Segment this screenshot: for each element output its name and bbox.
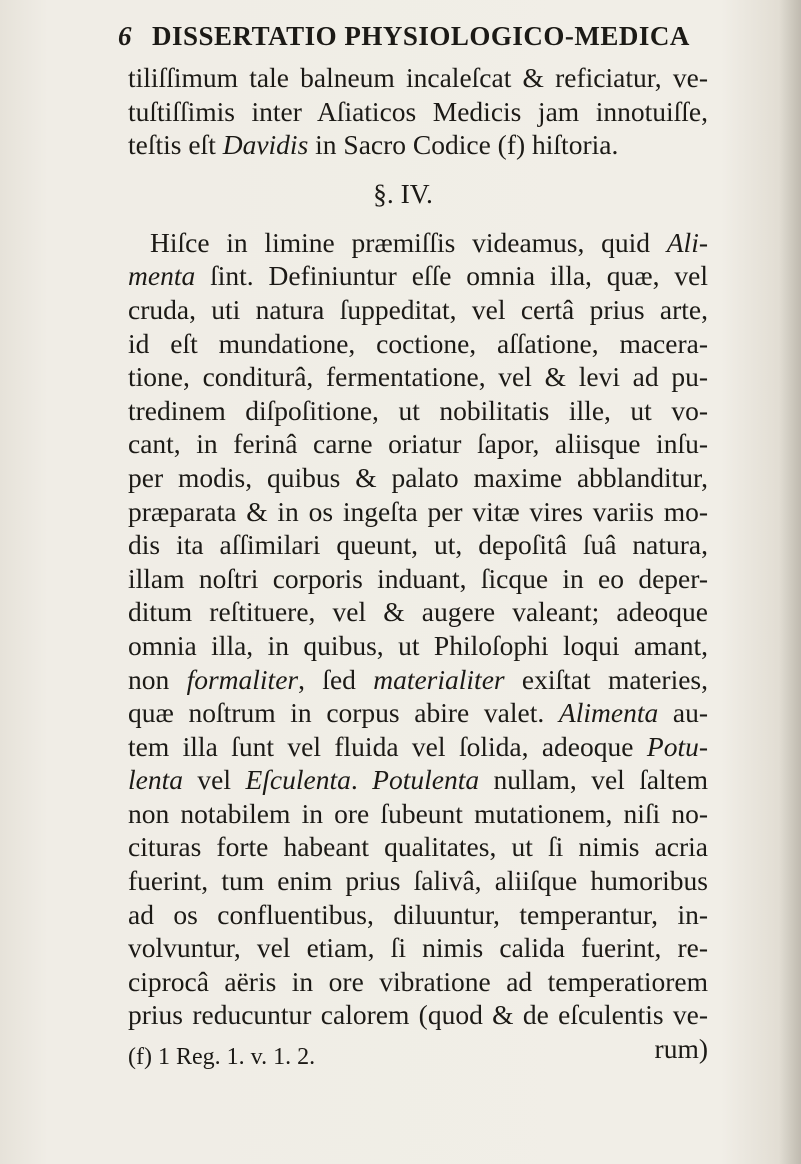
text-line: cruda, uti natura ſuppeditat, vel certâ prius arte, [128,293,708,325]
text-line: quæ noſtrum in corpus abire valet. Alimenta au- [128,697,708,729]
running-title: DISSERTATIO PHYSIOLOGICO-MEDICA [152,21,690,51]
text-line: per modis, quibus & palato maxime abblanditur, [128,461,708,493]
text-line: cituras forte habeant qualitates, ut ſi nimis acria [128,831,708,863]
body-text [128,61,708,1066]
text-line: ciprocâ aëris in ore vibratione ad temperatiorem [128,965,708,997]
text-line: Hiſce in limine præmiſſis videamus, quid Ali- [150,226,708,258]
text-line: fuerint, tum enim prius ſalivâ, aliiſque humoribus [128,865,708,897]
section-heading: §. IV. [373,177,433,209]
text-line: tuſtiſſimis inter Aſiaticos Medicis jam innotuiſſe, [128,95,708,127]
text-line: lenta vel Eſculenta. Potulenta nullam, vel ſaltem [128,764,708,796]
text-line: cant, in ferinâ carne oriatur ſapor, aliisque inſu- [128,428,708,460]
text-line: menta ſint. Definiuntur eſſe omnia illa, quæ, vel [128,260,708,292]
text-line: prius reducuntur calorem (quod & de eſculentis ve- [128,999,708,1031]
text-line: tiliſſimum tale balneum incaleſcat & reficiatur, ve- [128,62,708,93]
text-line: ditum reſtituere, vel & augere valeant; adeoque [128,596,708,628]
page-number: 6 [118,21,132,51]
page-edge-shadow [779,0,801,1164]
text-line: non notabilem in ore ſubeunt mutationem, niſi no- [128,797,708,829]
footnote: (f) 1 Reg. 1. v. 1. 2. [128,1044,316,1070]
text-line: illam noſtri corporis induant, ſicque in eo deper- [128,562,708,594]
text-line: dis ita aſſimilari queunt, ut, depoſitâ ſuâ natura, [128,529,708,561]
text-line: tem illa ſunt vel fluida vel ſolida, adeoque Potu- [128,730,708,762]
italic-name: Davidis [222,129,309,161]
text-line: non formaliter, ſed materialiter exiſtat materies, [128,663,708,695]
text-line: præparata & in os ingeſta per vitæ vires variis mo- [128,495,708,527]
catchword: rum) [654,1033,708,1065]
text-line: id eſt mundatione, coctione, aſſatione, macera- [128,327,708,359]
text-line: tredinem diſpoſitione, ut nobilitatis ille, ut vo- [128,394,708,426]
text-line: tione, conditurâ, fermentatione, vel & levi ad pu- [128,361,708,393]
page-header [118,16,708,56]
text-line: omnia illa, in quibus, ut Philoſophi loqui amant, [128,629,708,661]
text-line: teſtis eſt Davidis in Sacro Codice (f) hiſtoria. [128,129,619,161]
text-line: volvuntur, vel etiam, ſi nimis calida fuerint, re- [128,932,708,964]
text-line: ad os confluentibus, diluuntur, temperantur, in- [128,898,708,930]
